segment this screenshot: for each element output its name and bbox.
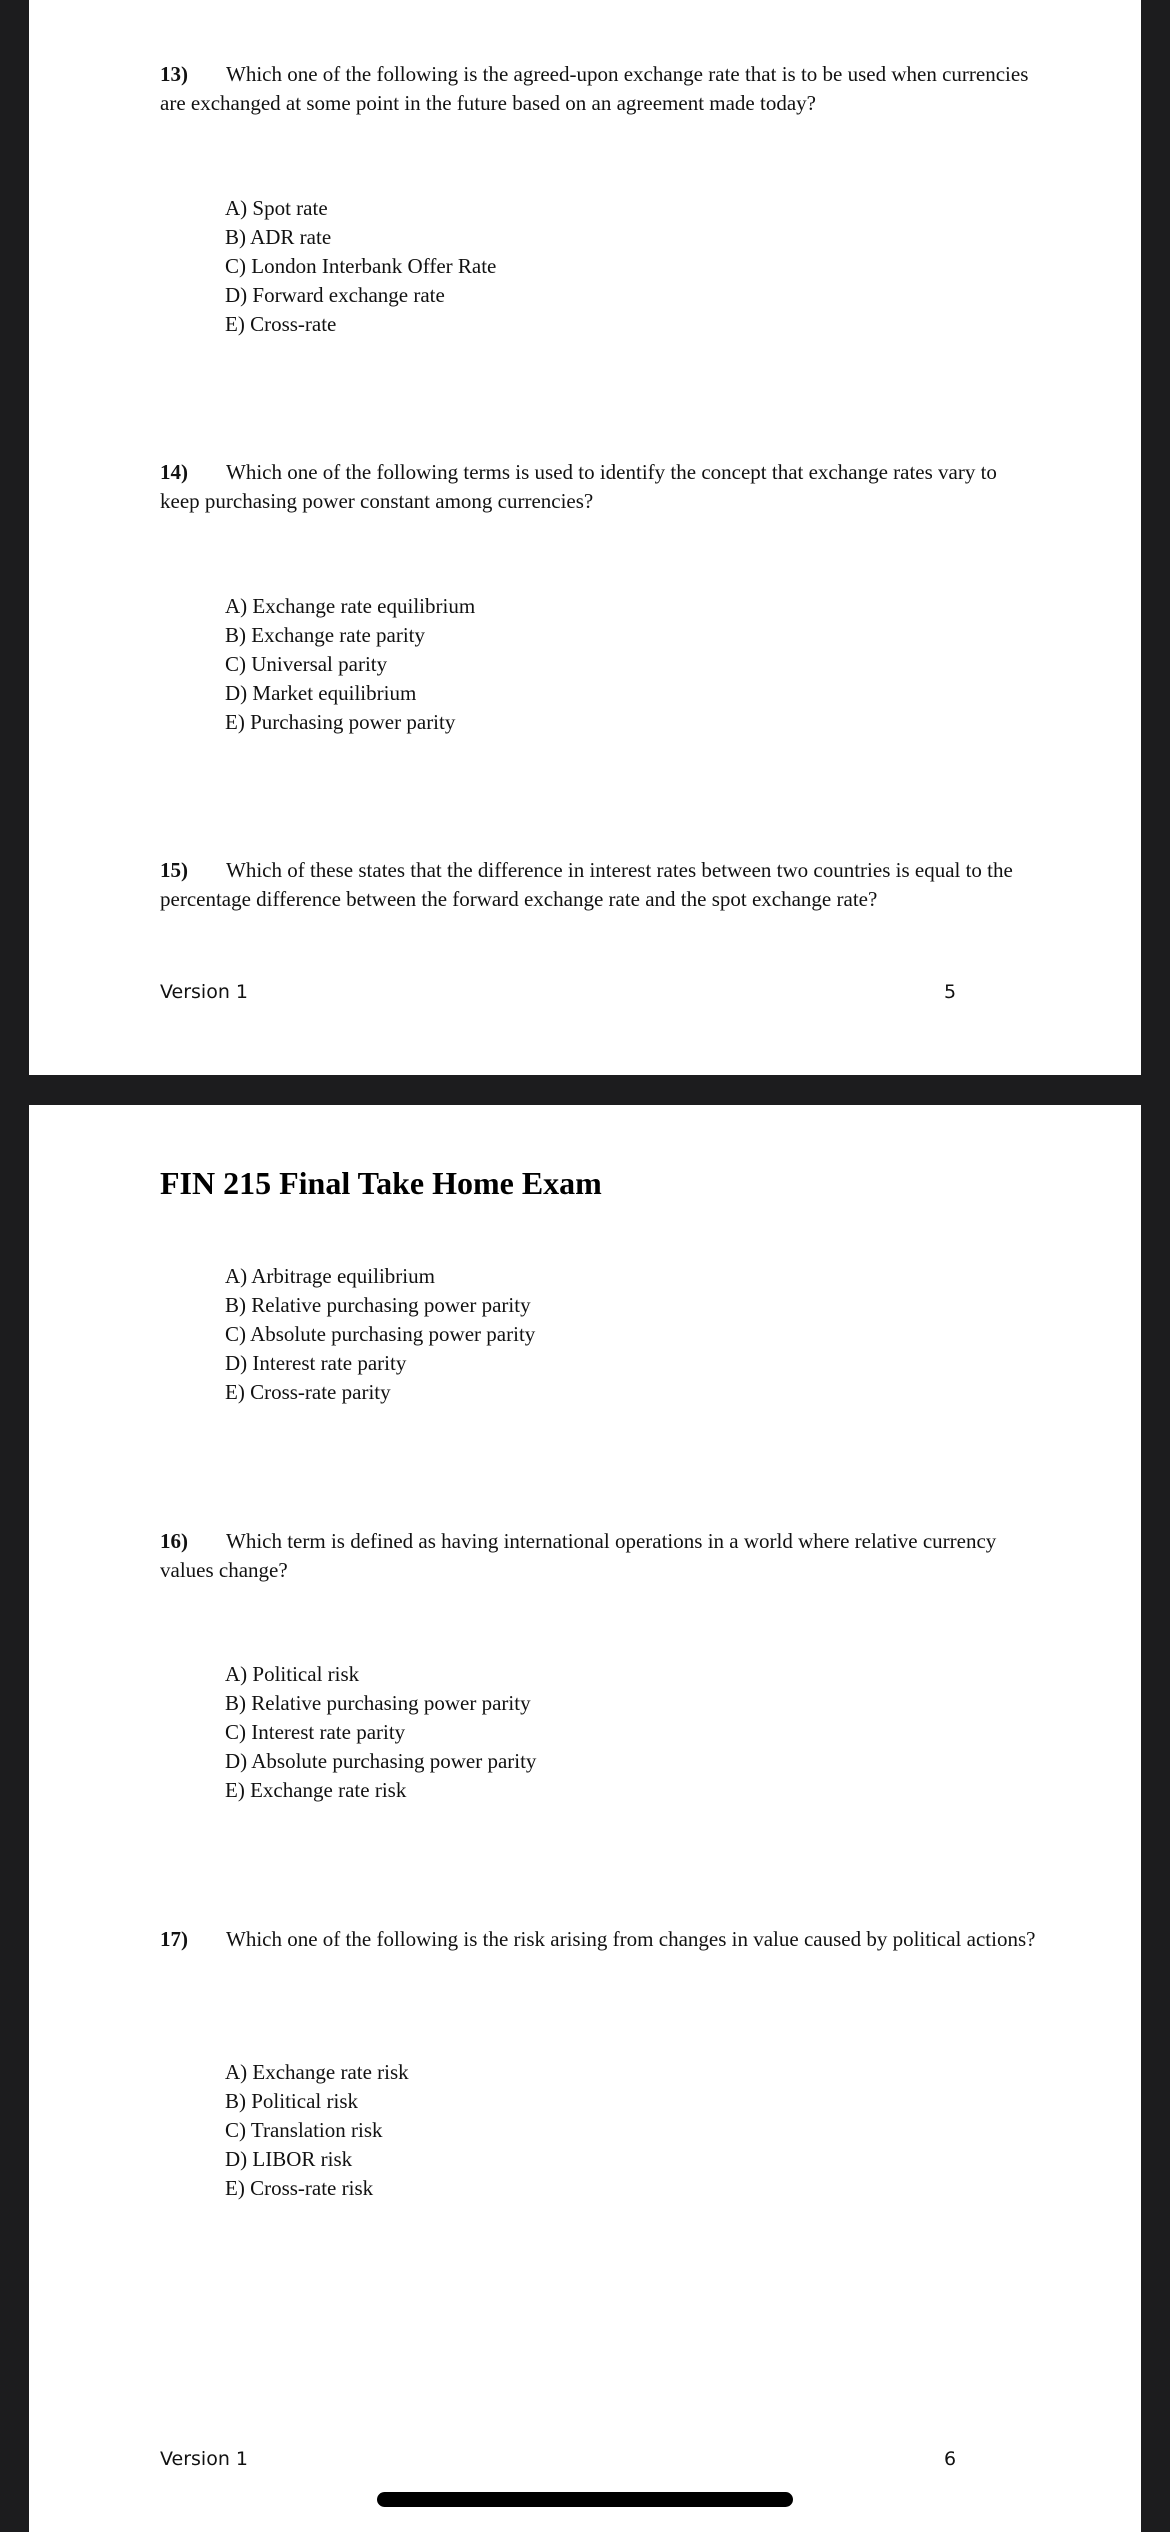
home-indicator[interactable] (377, 2492, 793, 2507)
question-number: 14) (160, 460, 188, 484)
question-16 (160, 1527, 1040, 1585)
question-14-options (225, 592, 475, 737)
option-b: B) Exchange rate parity (225, 623, 425, 647)
option-d: D) LIBOR risk (225, 2147, 353, 2171)
question-text: Which one of the following is the agreed-upon exchange rate that is to be used when currencies are exchanged at some point in the future based on an agreement made today? (160, 62, 1029, 115)
option-a: A) Exchange rate risk (225, 2060, 409, 2084)
question-text: Which one of the following terms is used to identify the concept that exchange rates vary to keep purchasing power constant among currencies? (160, 460, 997, 513)
option-c: C) Interest rate parity (225, 1720, 406, 1744)
option-c: C) Translation risk (225, 2118, 383, 2142)
option-e: E) Purchasing power parity (225, 710, 456, 734)
option-e: E) Exchange rate risk (225, 1778, 407, 1802)
option-a: A) Spot rate (225, 196, 328, 220)
question-text: Which of these states that the difference in interest rates between two countries is equal to the percentage difference between the forward exchange rate and the spot exchange rate? (160, 858, 1013, 911)
question-13 (160, 60, 1040, 118)
question-15-options (225, 1262, 535, 1407)
footer-version: Version 1 (160, 981, 248, 1003)
option-b: B) Relative purchasing power parity (225, 1691, 531, 1715)
option-c: C) Absolute purchasing power parity (225, 1322, 536, 1346)
question-14 (160, 458, 1040, 516)
question-number: 16) (160, 1529, 188, 1553)
footer-version: Version 1 (160, 2448, 248, 2470)
option-b: B) Relative purchasing power parity (225, 1293, 531, 1317)
question-text: Which term is defined as having international operations in a world where relative currency values change? (160, 1529, 997, 1582)
option-b: B) Political risk (225, 2089, 358, 2113)
option-e: E) Cross-rate parity (225, 1380, 391, 1404)
footer-page-number: 5 (944, 981, 957, 1003)
question-17-options (225, 2058, 409, 2203)
question-text: Which one of the following is the risk arising from changes in value caused by political actions? (226, 1927, 1036, 1951)
option-d: D) Interest rate parity (225, 1351, 407, 1375)
option-a: A) Political risk (225, 1662, 360, 1686)
question-16-options (225, 1660, 536, 1805)
option-c: C) London Interbank Offer Rate (225, 254, 497, 278)
option-e: E) Cross-rate risk (225, 2176, 374, 2200)
option-d: D) Absolute purchasing power parity (225, 1749, 537, 1773)
option-e: E) Cross-rate (225, 312, 337, 336)
option-d: D) Market equilibrium (225, 681, 417, 705)
question-number: 17) (160, 1927, 188, 1951)
question-15 (160, 856, 1040, 914)
page-6 (29, 1105, 1141, 2532)
question-number: 15) (160, 858, 188, 882)
option-a: A) Exchange rate equilibrium (225, 594, 476, 618)
question-number: 13) (160, 62, 188, 86)
question-13-options (225, 194, 496, 339)
exam-title: FIN 215 Final Take Home Exam (160, 1165, 602, 1201)
option-d: D) Forward exchange rate (225, 283, 445, 307)
option-b: B) ADR rate (225, 225, 332, 249)
option-a: A) Arbitrage equilibrium (225, 1264, 435, 1288)
page-5 (29, 0, 1141, 1075)
question-17 (160, 1925, 1040, 1954)
option-c: C) Universal parity (225, 652, 388, 676)
footer-page-number: 6 (944, 2448, 957, 2470)
